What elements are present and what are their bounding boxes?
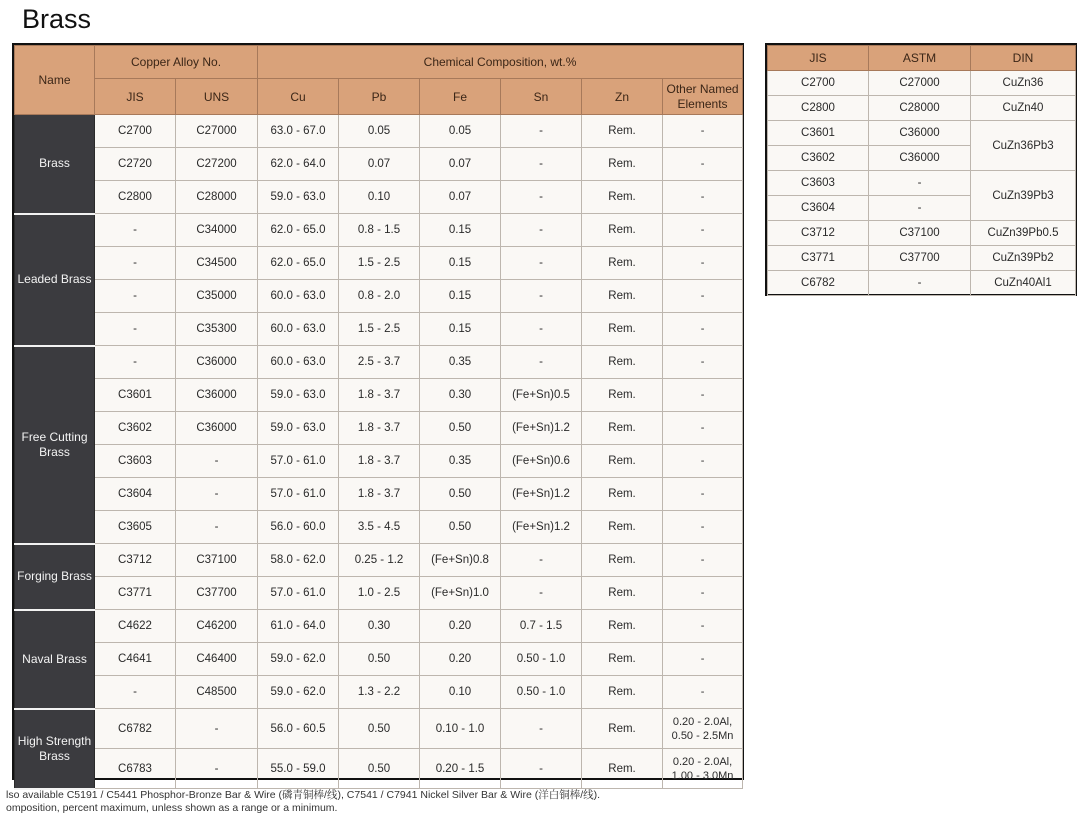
cell-fe: (Fe+Sn)1.0: [420, 577, 501, 610]
cell-uns: C48500: [176, 676, 258, 709]
header-other: Other Named Elements: [663, 79, 743, 115]
cell-other: -: [663, 379, 743, 412]
side-cell-astm: -: [869, 271, 971, 296]
header-uns: UNS: [176, 79, 258, 115]
table-row: [15, 643, 743, 676]
cell-sn: (Fe+Sn)0.5: [501, 379, 582, 412]
cell-uns: C46400: [176, 643, 258, 676]
cell-pb: 3.5 - 4.5: [339, 511, 420, 544]
cell-pb: 0.8 - 2.0: [339, 280, 420, 313]
side-cell-din: CuZn36Pb3: [971, 121, 1076, 171]
cell-other: -: [663, 445, 743, 478]
cell-sn: 0.50 - 1.0: [501, 676, 582, 709]
side-cell-astm: C36000: [869, 146, 971, 171]
cell-jis: C3603: [95, 445, 176, 478]
cell-other: -: [663, 478, 743, 511]
composition-table: [12, 43, 744, 780]
cell-fe: 0.05: [420, 115, 501, 148]
cell-fe: 0.10 - 1.0: [420, 709, 501, 749]
side-cell-din: CuZn36: [971, 71, 1076, 96]
side-cell-jis: C3603: [768, 171, 869, 196]
cell-fe: 0.20: [420, 643, 501, 676]
cell-jis: C3602: [95, 412, 176, 445]
cell-jis: C3605: [95, 511, 176, 544]
table-row: [15, 214, 743, 247]
table-row: [15, 709, 743, 749]
side-cell-jis: C3771: [768, 246, 869, 271]
side-cell-jis: C3604: [768, 196, 869, 221]
composition-table-body: [15, 115, 743, 789]
side-cell-jis: C2700: [768, 71, 869, 96]
cell-other: -: [663, 280, 743, 313]
cell-zn: Rem.: [582, 115, 663, 148]
cell-fe: 0.15: [420, 214, 501, 247]
cell-zn: Rem.: [582, 749, 663, 789]
cell-pb: 0.8 - 1.5: [339, 214, 420, 247]
footnote-composition: omposition, percent maximum, unless shown as a range or a minimum.: [6, 802, 338, 814]
cell-fe: 0.50: [420, 478, 501, 511]
cell-pb: 0.25 - 1.2: [339, 544, 420, 577]
cell-cu: 59.0 - 62.0: [258, 643, 339, 676]
side-cell-astm: C37100: [869, 221, 971, 246]
page-title: Brass: [22, 4, 92, 34]
cell-other: 0.20 - 2.0Al, 0.50 - 2.5Mn: [663, 709, 743, 749]
cell-zn: Rem.: [582, 247, 663, 280]
cell-fe: 0.15: [420, 313, 501, 346]
cell-zn: Rem.: [582, 412, 663, 445]
cell-fe: 0.15: [420, 247, 501, 280]
cell-other: -: [663, 544, 743, 577]
cell-zn: Rem.: [582, 709, 663, 749]
side-table-row: [768, 96, 1076, 121]
side-table-row: [768, 121, 1076, 146]
cell-cu: 60.0 - 63.0: [258, 280, 339, 313]
side-header-din: DIN: [971, 46, 1076, 71]
cell-sn: -: [501, 280, 582, 313]
cell-jis: C4641: [95, 643, 176, 676]
cell-sn: -: [501, 346, 582, 379]
header-fe: Fe: [420, 79, 501, 115]
cell-uns: C27000: [176, 115, 258, 148]
cell-jis: C4622: [95, 610, 176, 643]
cell-other: -: [663, 247, 743, 280]
cell-uns: C36000: [176, 346, 258, 379]
cell-pb: 0.10: [339, 181, 420, 214]
side-cell-jis: C3712: [768, 221, 869, 246]
cell-pb: 0.50: [339, 709, 420, 749]
cell-cu: 62.0 - 65.0: [258, 214, 339, 247]
cell-cu: 56.0 - 60.0: [258, 511, 339, 544]
standards-table: [765, 43, 1077, 296]
table-row: [15, 379, 743, 412]
header-name: Name: [15, 46, 95, 115]
cell-fe: 0.20: [420, 610, 501, 643]
side-cell-astm: -: [869, 196, 971, 221]
cell-uns: C34500: [176, 247, 258, 280]
side-cell-jis: C3601: [768, 121, 869, 146]
cell-fe: 0.50: [420, 412, 501, 445]
group-name: Free Cutting Brass: [15, 346, 95, 544]
cell-uns: -: [176, 749, 258, 789]
cell-fe: 0.07: [420, 181, 501, 214]
header-alloy-no: Copper Alloy No.: [95, 46, 258, 79]
footnote-availability: lso available C5191 / C5441 Phosphor-Bronze Bar & Wire (磷青铜棒/线), C7541 / C7941 Nickel Silver Bar & Wire (洋白铜棒/线).: [6, 789, 601, 801]
table-row: [15, 148, 743, 181]
cell-jis: C6783: [95, 749, 176, 789]
cell-other: -: [663, 346, 743, 379]
standards-table-body: [768, 71, 1076, 296]
table-row: [15, 445, 743, 478]
side-cell-astm: C36000: [869, 121, 971, 146]
header-sn: Sn: [501, 79, 582, 115]
cell-other: 0.20 - 2.0Al, 1.00 - 3.0Mn: [663, 749, 743, 789]
cell-pb: 1.5 - 2.5: [339, 313, 420, 346]
cell-other: -: [663, 610, 743, 643]
cell-jis: -: [95, 280, 176, 313]
cell-pb: 1.3 - 2.2: [339, 676, 420, 709]
cell-sn: -: [501, 214, 582, 247]
cell-sn: 0.7 - 1.5: [501, 610, 582, 643]
cell-jis: C2700: [95, 115, 176, 148]
cell-zn: Rem.: [582, 478, 663, 511]
cell-pb: 0.05: [339, 115, 420, 148]
cell-jis: C3771: [95, 577, 176, 610]
cell-fe: 0.35: [420, 445, 501, 478]
cell-pb: 0.30: [339, 610, 420, 643]
cell-zn: Rem.: [582, 643, 663, 676]
side-cell-din: CuZn40: [971, 96, 1076, 121]
cell-fe: 0.30: [420, 379, 501, 412]
cell-zn: Rem.: [582, 313, 663, 346]
cell-sn: 0.50 - 1.0: [501, 643, 582, 676]
cell-uns: -: [176, 511, 258, 544]
cell-pb: 1.8 - 3.7: [339, 445, 420, 478]
header-jis: JIS: [95, 79, 176, 115]
side-header-jis: JIS: [768, 46, 869, 71]
cell-jis: C3601: [95, 379, 176, 412]
cell-zn: Rem.: [582, 181, 663, 214]
table-row: [15, 115, 743, 148]
cell-pb: 0.50: [339, 643, 420, 676]
cell-jis: -: [95, 676, 176, 709]
cell-sn: (Fe+Sn)0.6: [501, 445, 582, 478]
cell-zn: Rem.: [582, 214, 663, 247]
header-zn: Zn: [582, 79, 663, 115]
table-row: [15, 247, 743, 280]
group-name: Brass: [15, 115, 95, 214]
cell-other: -: [663, 148, 743, 181]
cell-cu: 57.0 - 61.0: [258, 445, 339, 478]
cell-sn: -: [501, 577, 582, 610]
table-row: [15, 749, 743, 789]
group-name: Naval Brass: [15, 610, 95, 709]
group-name: High Strength Brass: [15, 709, 95, 789]
cell-sn: -: [501, 115, 582, 148]
group-name: Forging Brass: [15, 544, 95, 610]
table-row: [15, 181, 743, 214]
cell-zn: Rem.: [582, 445, 663, 478]
cell-uns: C36000: [176, 412, 258, 445]
table-row: [15, 676, 743, 709]
cell-cu: 60.0 - 63.0: [258, 313, 339, 346]
cell-jis: C6782: [95, 709, 176, 749]
cell-pb: 0.50: [339, 749, 420, 789]
cell-cu: 56.0 - 60.5: [258, 709, 339, 749]
cell-zn: Rem.: [582, 676, 663, 709]
header-cu: Cu: [258, 79, 339, 115]
cell-cu: 58.0 - 62.0: [258, 544, 339, 577]
cell-cu: 63.0 - 67.0: [258, 115, 339, 148]
cell-uns: C46200: [176, 610, 258, 643]
cell-zn: Rem.: [582, 610, 663, 643]
cell-sn: -: [501, 749, 582, 789]
table-row: [15, 511, 743, 544]
cell-uns: C35000: [176, 280, 258, 313]
cell-other: -: [663, 115, 743, 148]
side-cell-jis: C3602: [768, 146, 869, 171]
cell-cu: 55.0 - 59.0: [258, 749, 339, 789]
side-cell-din: CuZn40Al1: [971, 271, 1076, 296]
cell-sn: (Fe+Sn)1.2: [501, 478, 582, 511]
table-row: [15, 280, 743, 313]
table-row: [15, 412, 743, 445]
cell-zn: Rem.: [582, 148, 663, 181]
cell-sn: (Fe+Sn)1.2: [501, 511, 582, 544]
cell-jis: C3604: [95, 478, 176, 511]
side-cell-din: CuZn39Pb3: [971, 171, 1076, 221]
cell-cu: 57.0 - 61.0: [258, 478, 339, 511]
cell-fe: 0.07: [420, 148, 501, 181]
cell-jis: C2800: [95, 181, 176, 214]
cell-fe: (Fe+Sn)0.8: [420, 544, 501, 577]
cell-zn: Rem.: [582, 544, 663, 577]
cell-pb: 0.07: [339, 148, 420, 181]
cell-sn: -: [501, 544, 582, 577]
cell-jis: C3712: [95, 544, 176, 577]
cell-jis: -: [95, 313, 176, 346]
cell-sn: -: [501, 313, 582, 346]
cell-jis: -: [95, 247, 176, 280]
cell-uns: C35300: [176, 313, 258, 346]
cell-pb: 1.5 - 2.5: [339, 247, 420, 280]
cell-uns: C36000: [176, 379, 258, 412]
side-table-row: [768, 271, 1076, 296]
cell-sn: -: [501, 709, 582, 749]
cell-zn: Rem.: [582, 577, 663, 610]
cell-other: -: [663, 214, 743, 247]
cell-uns: C34000: [176, 214, 258, 247]
cell-cu: 59.0 - 63.0: [258, 379, 339, 412]
header-pb: Pb: [339, 79, 420, 115]
group-name: Leaded Brass: [15, 214, 95, 346]
side-table-row: [768, 71, 1076, 96]
cell-zn: Rem.: [582, 379, 663, 412]
cell-fe: 0.35: [420, 346, 501, 379]
table-row: [15, 478, 743, 511]
cell-zn: Rem.: [582, 280, 663, 313]
header-composition: Chemical Composition, wt.%: [258, 46, 743, 79]
cell-fe: 0.20 - 1.5: [420, 749, 501, 789]
table-row: [15, 544, 743, 577]
side-cell-astm: -: [869, 171, 971, 196]
cell-cu: 59.0 - 63.0: [258, 412, 339, 445]
side-table-row: [768, 221, 1076, 246]
table-row: [15, 313, 743, 346]
cell-pb: 1.0 - 2.5: [339, 577, 420, 610]
cell-cu: 59.0 - 63.0: [258, 181, 339, 214]
cell-uns: C37100: [176, 544, 258, 577]
cell-cu: 62.0 - 64.0: [258, 148, 339, 181]
cell-zn: Rem.: [582, 346, 663, 379]
side-cell-din: CuZn39Pb0.5: [971, 221, 1076, 246]
cell-uns: C37700: [176, 577, 258, 610]
cell-fe: 0.10: [420, 676, 501, 709]
cell-zn: Rem.: [582, 511, 663, 544]
cell-other: -: [663, 313, 743, 346]
side-cell-astm: C37700: [869, 246, 971, 271]
side-table-row: [768, 171, 1076, 196]
cell-cu: 59.0 - 62.0: [258, 676, 339, 709]
cell-pb: 1.8 - 3.7: [339, 379, 420, 412]
cell-sn: -: [501, 148, 582, 181]
cell-sn: -: [501, 181, 582, 214]
cell-other: -: [663, 577, 743, 610]
cell-pb: 2.5 - 3.7: [339, 346, 420, 379]
cell-jis: -: [95, 346, 176, 379]
cell-sn: (Fe+Sn)1.2: [501, 412, 582, 445]
side-table-row: [768, 246, 1076, 271]
side-cell-jis: C6782: [768, 271, 869, 296]
side-cell-din: CuZn39Pb2: [971, 246, 1076, 271]
cell-cu: 57.0 - 61.0: [258, 577, 339, 610]
cell-fe: 0.15: [420, 280, 501, 313]
cell-uns: C28000: [176, 181, 258, 214]
cell-sn: -: [501, 247, 582, 280]
cell-pb: 1.8 - 3.7: [339, 412, 420, 445]
cell-jis: C2720: [95, 148, 176, 181]
side-cell-astm: C27000: [869, 71, 971, 96]
cell-uns: -: [176, 445, 258, 478]
cell-cu: 60.0 - 63.0: [258, 346, 339, 379]
cell-uns: -: [176, 478, 258, 511]
side-header-astm: ASTM: [869, 46, 971, 71]
cell-other: -: [663, 676, 743, 709]
cell-other: -: [663, 511, 743, 544]
side-cell-astm: C28000: [869, 96, 971, 121]
table-row: [15, 610, 743, 643]
side-cell-jis: C2800: [768, 96, 869, 121]
table-row: [15, 577, 743, 610]
cell-other: -: [663, 412, 743, 445]
cell-cu: 61.0 - 64.0: [258, 610, 339, 643]
cell-uns: C27200: [176, 148, 258, 181]
cell-other: -: [663, 643, 743, 676]
cell-other: -: [663, 181, 743, 214]
cell-pb: 1.8 - 3.7: [339, 478, 420, 511]
cell-cu: 62.0 - 65.0: [258, 247, 339, 280]
cell-fe: 0.50: [420, 511, 501, 544]
cell-uns: -: [176, 709, 258, 749]
table-row: [15, 346, 743, 379]
cell-jis: -: [95, 214, 176, 247]
